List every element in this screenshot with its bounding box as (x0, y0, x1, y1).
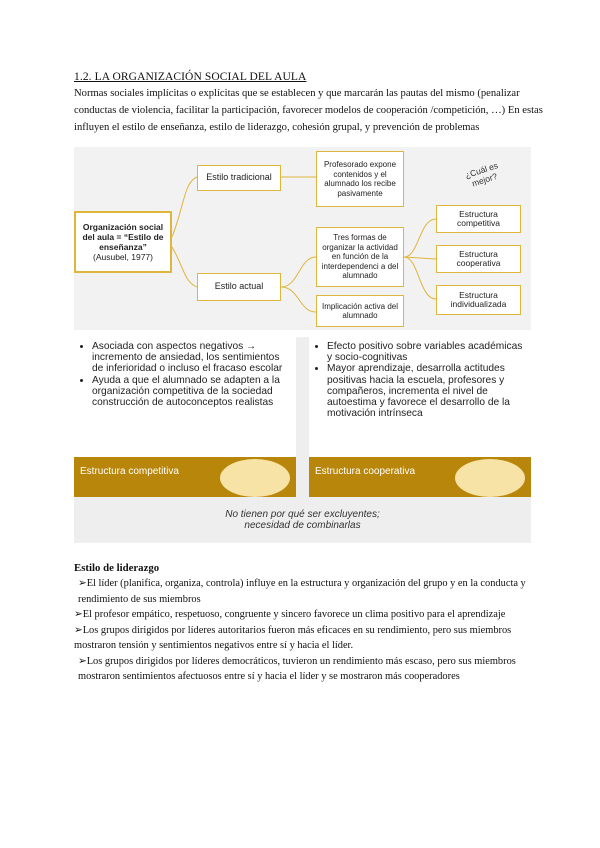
estilo-tradicional-box (197, 165, 281, 191)
leadership-bullet: ➢El líder (planifica, organiza, controla) influye en la estructura y organización del grupo y en la conducta y rendimiento de sus miembros (78, 578, 526, 605)
question-text: ¿Cuál es mejor? (463, 160, 500, 189)
estilo-tradicional-label: Estilo tradicional (206, 172, 272, 183)
estructura-individualizada-box (436, 285, 521, 315)
organization-diagram (74, 147, 531, 330)
cooperative-list (309, 341, 531, 419)
competitive-list (74, 341, 296, 408)
tres-formas-box (316, 227, 404, 287)
comparison-footnote (74, 509, 531, 531)
estructura-competitiva-label: Estructura competitiva (457, 208, 500, 228)
connector-tres-individualizada (404, 257, 436, 299)
competitive-item: • Asociada con aspectos negativos → incremento de ansiedad, los sentimientos de inferioridad o incluso el fracaso escolar (92, 341, 290, 375)
tres-formas-text: Tres formas de organizar la actividad en función de la interdependenci a del alumnado (321, 233, 399, 281)
footnote-line-2: necesidad de combinarlas (244, 520, 361, 531)
connector-main-actual (172, 247, 197, 287)
implicacion-text: Implicación activa del alumnado (321, 301, 399, 320)
connector-actual-tresformas (281, 257, 316, 287)
cooperative-band (309, 457, 531, 497)
main-concept-box (74, 211, 172, 273)
section-heading: 1.2. LA ORGANIZACIÓN SOCIAL DEL AULA (74, 71, 307, 83)
footnote-line-1: No tienen por qué ser excluyentes; (225, 509, 380, 520)
estilo-actual-box (197, 273, 281, 301)
main-concept-title: Organización social del aula = “Estilo de enseñanza” (82, 222, 164, 252)
competitive-item: • Ayuda a que el alumnado se adapten a la organización competitiva de la sociedad construcción de autoconceptos realistas (92, 375, 290, 409)
leadership-bullet: ➢Los grupos dirigidos por líderes autoritarios fueron más eficaces en su rendimiento, pero sus miembros mostraron tensión y sentimientos negativos entre sí y hacia el líder. (74, 624, 512, 651)
intro-paragraph: Normas sociales implícitas o explícitas que se establecen y que marcarán las pautas del mismo (penalizar conductas de violencia, facilitar la participación, favorecer modelos de cooperación /competición, …) En estas influyen el estilo de enseñanza, estilo de liderazgo, cohesión grupal, y prevención de problemas (74, 88, 543, 133)
connector-tres-competitiva (404, 219, 436, 257)
cooperative-item: • Efecto positivo sobre variables académicas y socio-cognitivas (327, 341, 525, 363)
connector-actual-implicacion (281, 287, 316, 312)
leadership-bullet: ➢El profesor empático, respetuoso, congruente y sincero favorece un clima positivo para el aprendizaje (74, 609, 506, 620)
main-concept-citation: (Ausubel, 1977) (92, 252, 153, 262)
estilo-actual-label: Estilo actual (214, 281, 264, 292)
leadership-bullet: ➢Los grupos dirigidos por líderes democráticos, tuvieron un rendimiento más escaso, pero sus miembros mostraron sentimientos afectuosos entre sí y hacia el líder y se mostraron más cooperadores (78, 655, 516, 682)
profesorado-text: Profesorado expone contenidos y el alumnado los recibe pasivamente (323, 160, 397, 198)
competitive-band-label: Estructura competitiva (80, 466, 179, 477)
competitive-band (74, 457, 296, 497)
leadership-title: Estilo de liderazgo (74, 562, 160, 574)
highlight-blob (455, 459, 525, 497)
connector-main-tradicional (172, 177, 197, 237)
implicacion-box (316, 295, 404, 327)
leadership-bullets (74, 576, 554, 685)
highlight-blob (220, 459, 290, 497)
cooperative-item: • Mayor aprendizaje, desarrolla actitudes positivas hacia la escuela, profesores y compañeros, incrementa el nivel de autoestima y favorece el desarrollo de la motivación intrínseca (327, 363, 525, 419)
estructura-competitiva-box (436, 205, 521, 233)
estructura-cooperativa-label: Estructura cooperativa (456, 248, 501, 268)
structure-comparison (74, 337, 531, 543)
profesorado-box (316, 151, 404, 207)
estructura-individualizada-label: Estructura individualizada (450, 289, 507, 309)
estructura-cooperativa-box (436, 245, 521, 273)
cooperative-band-label: Estructura cooperativa (315, 466, 416, 477)
